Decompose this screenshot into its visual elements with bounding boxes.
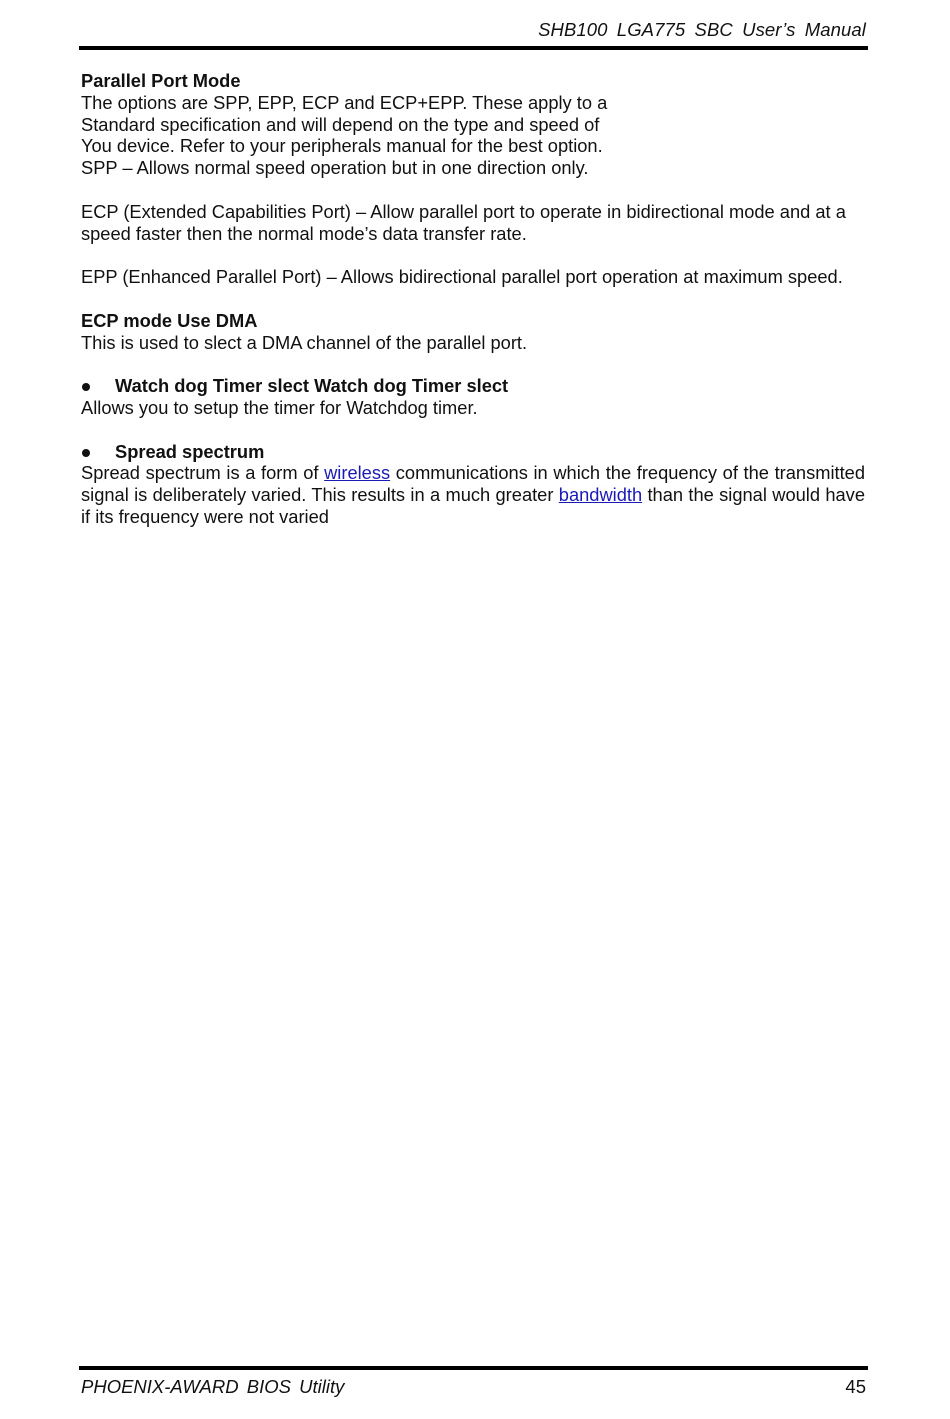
page-footer (79, 1366, 868, 1397)
heading-ecp-mode-dma: ECP mode Use DMA (81, 309, 258, 331)
text-line: The options are SPP, EPP, ECP and ECP+EPP. These apply to a (81, 91, 608, 113)
text-line: EPP (Enhanced Parallel Port) – Allows bidirectional parallel port operation at maximum speed. (81, 266, 843, 288)
heading-parallel-port-mode: Parallel Port Mode (81, 70, 241, 91)
page-header (79, 16, 868, 50)
heading-spread-spectrum: Spread spectrum (115, 440, 265, 462)
footer-title: PHOENIX-AWARD BIOS Utility (81, 1376, 345, 1397)
page-content (81, 70, 865, 528)
text-line: Standard specification and will depend on the type and speed of (81, 113, 600, 135)
bullet-icon (82, 449, 90, 457)
text-line: speed faster then the normal mode’s data transfer rate. (81, 222, 527, 244)
link-bandwidth[interactable]: bandwidth (558, 484, 643, 506)
text-line: ECP (Extended Capabilities Port) – Allow parallel port to operate in bidirectional mode and at a (81, 200, 846, 222)
page-number: 45 (845, 1376, 866, 1397)
spread-spectrum-paragraph (81, 462, 865, 527)
text-segment: Spread spectrum is a form of (81, 462, 325, 484)
heading-watchdog: Watch dog Timer slect Watch dog Timer slect (115, 375, 509, 397)
bullet-icon (82, 383, 90, 391)
text-line: This is used to slect a DMA channel of the parallel port. (81, 331, 528, 353)
text-line: You device. Refer to your peripherals manual for the best option. (81, 135, 603, 157)
link-wireless[interactable]: wireless (324, 462, 391, 484)
bullet-item-watchdog (81, 375, 865, 397)
text-segment: than the signal would have if its frequency were not varied (81, 484, 865, 527)
text-segment: communications in which the frequency of the transmitted signal is deliberately varied. This results in a much greater (81, 462, 866, 506)
text-line: Allows you to setup the timer for Watchdog timer. (81, 396, 478, 418)
text-line: SPP – Allows normal speed operation but in one direction only. (81, 157, 589, 179)
bullet-item-spread-spectrum (81, 441, 865, 463)
header-title: SHB100 LGA775 SBC User’s Manual (538, 19, 866, 40)
